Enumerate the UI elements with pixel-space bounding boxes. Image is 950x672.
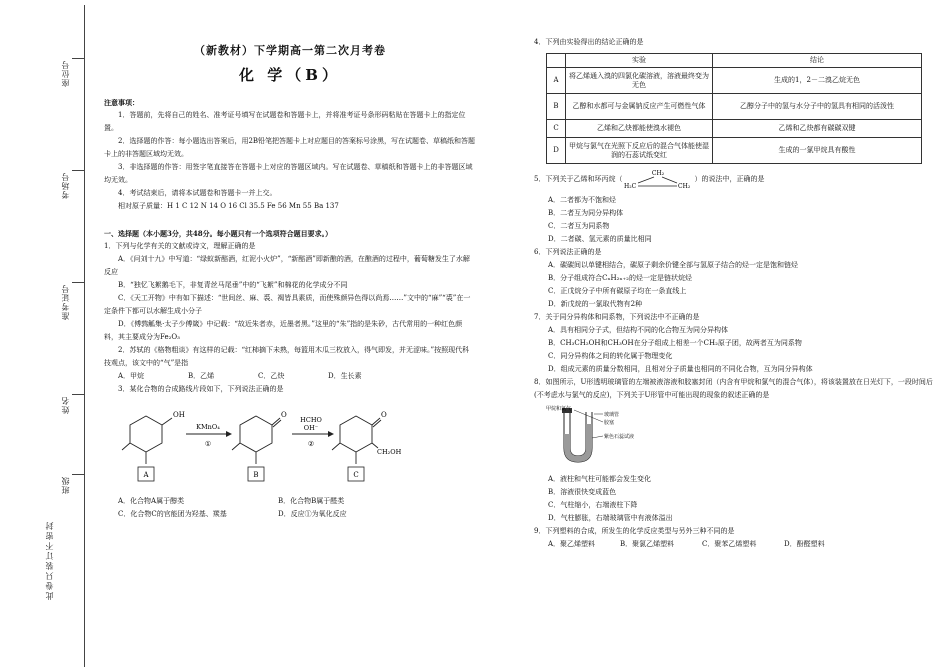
- ticket-blank: [72, 282, 84, 283]
- q8-options: [534, 473, 934, 525]
- ring-a: [130, 416, 162, 452]
- notice-heading: 注意事项：: [104, 98, 139, 107]
- label-solution: 紫色石蕊试液: [604, 434, 635, 440]
- label-gas: 甲烷和氯气: [546, 406, 572, 412]
- q2-option-c: C．乙炔: [258, 372, 285, 380]
- ticket-label: 准考证号: [61, 284, 70, 320]
- room-blank: [72, 170, 84, 171]
- table-cell: 生成的一氯甲烷具有酸性: [713, 138, 922, 164]
- atomic-masses: 相对原子质量：H 1 C 12 N 14 O 16 Cl 35.5 Fe 56 Mn 55 Ba 137: [118, 202, 339, 210]
- table-cell: 乙烯和乙炔都有碳碳双键: [713, 120, 922, 138]
- q2-options: [104, 370, 476, 383]
- cp-right: CH₂: [678, 183, 691, 190]
- q3-option-a: A．化合物A属于醇类: [118, 497, 185, 505]
- q6-stem: 6．下列说法正确的是: [534, 248, 602, 256]
- cyclopropane-structure: [622, 168, 694, 190]
- ring-c: [340, 416, 372, 452]
- q9-stem: 9．下列塑料的合成，所发生的化学反应类型与另外三种不同的是: [534, 527, 735, 535]
- table-cell: C: [547, 120, 566, 138]
- q9-option-c: C．聚苯乙烯塑料: [702, 540, 757, 548]
- q3-option-c: C．化合物C的官能团为羟基、羰基: [118, 510, 227, 518]
- notice-item: 1．答题前，先将自己的姓名、准考证号填写在试题卷和答题卡上，并将准考证号条形码粘贴在答题卡上的指定位置。: [104, 111, 466, 132]
- q5-stem-b: ）的说法中，正确的是: [694, 174, 765, 183]
- q2-stem: 2．苏轼的《格物粗谈》有这样的记载：“红柿摘下未熟，每篮用木瓜三枚放入，得气即发，并无涩味。”按照现代科技观点，该文中的“气”是指: [104, 346, 470, 367]
- q3-stem: 3．某化合物的合成路线片段如下，下列说法正确的是: [118, 385, 284, 393]
- table-cell: A: [547, 68, 566, 94]
- q4-stem: 4．下列由实验得出的结论正确的是: [534, 38, 644, 46]
- table-row: [547, 138, 922, 164]
- q9-option-b: B．聚氯乙烯塑料: [620, 540, 675, 548]
- q8-option-c: C．气柱缩小，右端液柱下降: [548, 501, 638, 509]
- table-row: [547, 120, 922, 138]
- table-cell: 乙醇分子中的氢与水分子中的氢具有相同的活泼性: [713, 94, 922, 120]
- experiment-table: [546, 53, 922, 164]
- table-cell: 生成的1，2－二溴乙烷无色: [713, 68, 922, 94]
- q5-options: [534, 194, 934, 246]
- q7-option-c: C．同分异构体之间的转化属于物理变化: [548, 352, 673, 360]
- table-cell: 乙醇和水都可与金属钠反应产生可燃性气体: [566, 94, 713, 120]
- q9-option-d: D．酚醛塑料: [784, 540, 825, 548]
- q1-option-b: B．“独忆飞絮鹅毛下，非复青丝马尾垂”中的“飞絮”和棉花的化学成分不同: [118, 281, 348, 289]
- exam-subject: 化 学（B）: [239, 66, 341, 84]
- class-label: 班级: [61, 476, 70, 494]
- table-row: [547, 94, 922, 120]
- seat-blank: [72, 58, 84, 59]
- q5-option-b: B．二者互为同分异构体: [548, 209, 624, 217]
- q7-option-a: A．具有相同分子式，但结构不同的化合物互为同分异构体: [548, 326, 729, 334]
- name-label: 姓名: [61, 396, 70, 414]
- notice-item: 3．非选择题的作答：用签字笔直接答在答题卡上对应的答题区域内。写在试题卷、草稿纸和答题卡上的非答题区域均无效。: [104, 163, 473, 184]
- seal-note: 此卷只装订不密封: [45, 520, 54, 600]
- box-b-label: B: [253, 471, 259, 479]
- q5-option-d: D．二者碳、氢元素的质量比相同: [548, 235, 652, 243]
- binding-line: [84, 5, 85, 667]
- q8-option-d: D．气柱膨胀，右端玻璃管中有液体溢出: [548, 514, 673, 522]
- cp-top: CH₂: [652, 170, 665, 177]
- q3-option-b: B．化合物B属于醛类: [278, 497, 345, 505]
- q9-options: [534, 538, 934, 551]
- box-c-label: C: [353, 471, 359, 479]
- label-plug: 胶塞: [604, 420, 615, 426]
- table-header-row: [547, 54, 922, 68]
- notice-item: 2．选择题的作答：每小题选出答案后，用2B铅笔把答题卡上对应题目的答案标号涂黑，写在试题卷、草稿纸和答题卡上的非答题区域均无效。: [104, 137, 476, 158]
- a-oh-label: OH: [173, 411, 185, 419]
- table-header: 实验: [566, 54, 713, 68]
- q6-option-b: B．分子组成符合CₙH₂ₙ₊₂的烃一定是链状烷烃: [548, 274, 692, 282]
- class-blank: [72, 474, 84, 475]
- q5-option-c: C．二者互为同系物: [548, 222, 610, 230]
- table-cell: 将乙烯通入溴的四氯化碳溶液，溶液最终变为无色: [566, 68, 713, 94]
- ring-b: [240, 416, 272, 452]
- table-row: [547, 68, 922, 94]
- q1-option-d: D．《傅鹑觚集·太子少傅箴》中记载：“故近朱者赤，近墨者黑。”这里的“朱”指的是朱砂，古代常用的一种红色颜料，其主要成分为Fe₂O₃: [104, 320, 463, 341]
- table-header: [547, 54, 566, 68]
- q6-option-d: D．新戊烷的一氯取代物有2种: [548, 300, 643, 308]
- reagent-2b: OH⁻: [303, 424, 319, 432]
- q1-option-c: C．《天工开物》中有如下描述：“世间丝、麻、裘、褐皆具素质，而使殊颜异色得以尚焉……”文中的“麻”“裘”在一定条件下都可以水解生成小分子: [104, 294, 471, 315]
- q7-option-d: D．组成元素的质量分数相同，且相对分子质量也相同的不同化合物，互为同分异构体: [548, 365, 813, 373]
- q8-option-a: A．液柱和气柱可能都会发生变化: [548, 475, 652, 483]
- binding-strip: [0, 0, 100, 672]
- step-1: ①: [204, 440, 212, 448]
- q6-option-a: A．碳碳间以单键相结合，碳原子剩余价键全部与氢原子结合的烃一定是饱和链烃: [548, 261, 799, 269]
- table-header: 结论: [713, 54, 922, 68]
- q1-option-a: A．《问刘十九》中写道：“绿蚁新醅酒，红泥小火炉”，“新醅酒”即新酿的酒，在酿酒的过程中，葡萄糖发生了水解反应: [104, 255, 470, 276]
- q3-option-d: D．反应①为氧化反应: [278, 510, 347, 518]
- u-tube-diagram: [544, 404, 664, 466]
- c-o-label: O: [381, 411, 387, 419]
- table-cell: 甲烷与氯气在光照下反应后的混合气体能使湿润的石蕊试纸变红: [566, 138, 713, 164]
- q6-option-c: C．正戊烷分子中所有碳原子均在一条直线上: [548, 287, 687, 295]
- q7-option-b: B．CH₃CH₂OH和CH₃OH在分子组成上相差一个CH₂原子团，故两者互为同系物: [548, 339, 802, 347]
- table-cell: 乙烯和乙炔都能使溴水褪色: [566, 120, 713, 138]
- seat-label: 座位号: [61, 60, 70, 87]
- q8-stem: 8．如图所示，U形透明玻璃管的左端被液溶液和胶塞封闭（内含有甲烷和氯气的混合气体），将该装置放在日光灯下，一段时间后(不考虑水与氯气的反应)，下列关于U形管中可能出现的现象的叙述正确的是: [534, 378, 933, 399]
- q2-option-b: B．乙烯: [188, 372, 215, 380]
- q7-stem: 7．关于同分异构体和同系物，下列说法中不正确的是: [534, 313, 700, 321]
- section-heading: 一、选择题（本小题3分，共48分。每小题只有一个选项符合题目要求。）: [104, 229, 333, 238]
- q5-stem: [534, 168, 934, 190]
- cp-left: H₂C: [624, 183, 637, 190]
- notice-item: 4．考试结束后，请将本试题卷和答题卡一并上交。: [118, 189, 277, 197]
- exam-title: （新教材）下学期高一第二次月考卷: [194, 44, 386, 57]
- q2-option-d: D．生长素: [328, 372, 362, 380]
- c-ch2oh-label: CH₂OH: [377, 448, 402, 456]
- box-a-label: A: [143, 471, 149, 479]
- q5-option-a: A．二者都为不饱和烃: [548, 196, 617, 204]
- q8-option-b: B．溶液很快变成蓝色: [548, 488, 617, 496]
- label-tube: 玻璃管: [604, 412, 620, 418]
- synthesis-route-diagram: [116, 402, 406, 490]
- table-cell: B: [547, 94, 566, 120]
- table-cell: D: [547, 138, 566, 164]
- q3-options: [104, 495, 476, 521]
- b-o-label: O: [281, 411, 287, 419]
- reagent-1: KMnO₄: [196, 423, 220, 431]
- room-label: 考场号: [61, 172, 70, 199]
- step-2: ②: [307, 440, 315, 448]
- right-column: [534, 36, 934, 551]
- name-blank: [72, 394, 84, 395]
- reagent-2a: HCHO: [300, 416, 322, 424]
- q9-option-a: A．聚乙烯塑料: [548, 540, 596, 548]
- q1-stem: 1．下列与化学有关的文献或诗文，理解正确的是: [104, 242, 256, 250]
- q5-stem-a: 5．下列关于乙烯和环丙烷（: [534, 174, 623, 183]
- left-column: [104, 36, 476, 521]
- q2-option-a: A．甲烷: [118, 372, 145, 380]
